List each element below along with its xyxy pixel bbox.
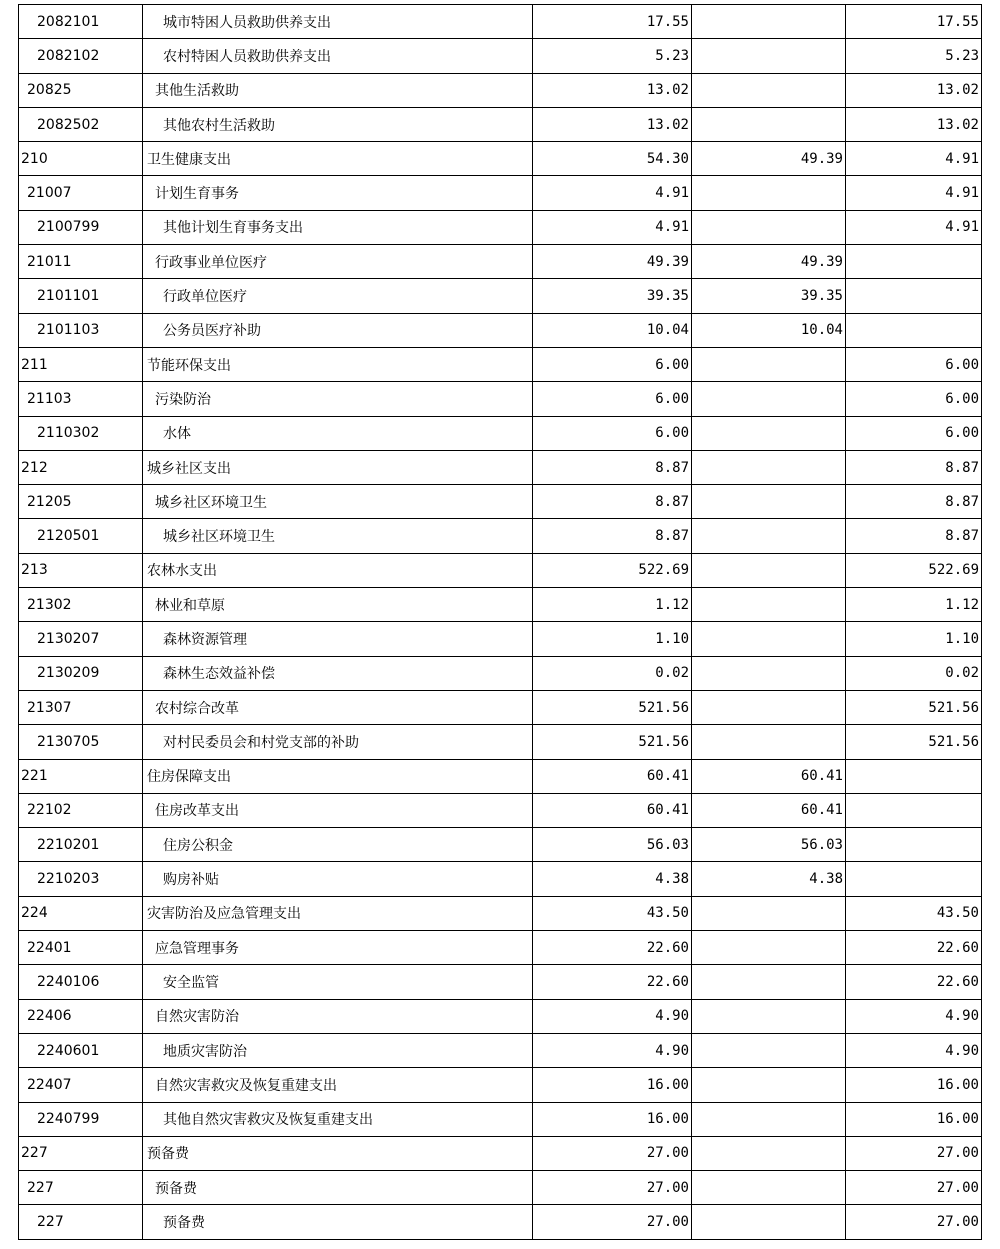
table-row xyxy=(19,588,982,622)
basic-expenditure-cell: 56.03 xyxy=(692,828,846,862)
project-expenditure-cell: 8.87 xyxy=(846,519,982,553)
total-amount-cell: 1.12 xyxy=(533,588,692,622)
project-expenditure-cell xyxy=(846,828,982,862)
project-expenditure-cell: 27.00 xyxy=(846,1171,982,1205)
basic-expenditure-cell xyxy=(692,1171,846,1205)
subject-code-cell: 2101103 xyxy=(19,313,143,347)
basic-expenditure-cell xyxy=(692,519,846,553)
table-row xyxy=(19,622,982,656)
subject-name-cell: 对村民委员会和村党支部的补助 xyxy=(143,725,533,759)
table-row xyxy=(19,793,982,827)
subject-name-cell: 农村特困人员救助供养支出 xyxy=(143,39,533,73)
basic-expenditure-cell xyxy=(692,5,846,39)
table-row xyxy=(19,759,982,793)
total-amount-cell: 6.00 xyxy=(533,382,692,416)
basic-expenditure-cell xyxy=(692,347,846,381)
basic-expenditure-cell xyxy=(692,416,846,450)
table-row xyxy=(19,1068,982,1102)
table-row xyxy=(19,690,982,724)
basic-expenditure-cell xyxy=(692,382,846,416)
project-expenditure-cell: 4.91 xyxy=(846,142,982,176)
table-row xyxy=(19,73,982,107)
project-expenditure-cell: 13.02 xyxy=(846,73,982,107)
table-row xyxy=(19,999,982,1033)
subject-code-cell: 2120501 xyxy=(19,519,143,553)
table-row xyxy=(19,519,982,553)
subject-code-cell: 22401 xyxy=(19,931,143,965)
basic-expenditure-cell: 4.38 xyxy=(692,862,846,896)
basic-expenditure-cell xyxy=(692,553,846,587)
table-row xyxy=(19,5,982,39)
total-amount-cell: 22.60 xyxy=(533,965,692,999)
total-amount-cell: 4.38 xyxy=(533,862,692,896)
project-expenditure-cell: 5.23 xyxy=(846,39,982,73)
subject-code-cell: 224 xyxy=(19,896,143,930)
subject-name-cell: 节能环保支出 xyxy=(143,347,533,381)
subject-code-cell: 2240106 xyxy=(19,965,143,999)
subject-code-cell: 211 xyxy=(19,347,143,381)
project-expenditure-cell xyxy=(846,862,982,896)
total-amount-cell: 22.60 xyxy=(533,931,692,965)
project-expenditure-cell: 22.60 xyxy=(846,931,982,965)
table-row xyxy=(19,896,982,930)
basic-expenditure-cell xyxy=(692,690,846,724)
subject-code-cell: 2082101 xyxy=(19,5,143,39)
table-row xyxy=(19,245,982,279)
subject-code-cell: 22406 xyxy=(19,999,143,1033)
subject-name-cell: 住房改革支出 xyxy=(143,793,533,827)
basic-expenditure-cell: 49.39 xyxy=(692,245,846,279)
subject-code-cell: 2100799 xyxy=(19,210,143,244)
basic-expenditure-cell xyxy=(692,1136,846,1170)
subject-code-cell: 2130705 xyxy=(19,725,143,759)
project-expenditure-cell: 43.50 xyxy=(846,896,982,930)
subject-name-cell: 城市特困人员救助供养支出 xyxy=(143,5,533,39)
subject-name-cell: 城乡社区环境卫生 xyxy=(143,519,533,553)
subject-name-cell: 预备费 xyxy=(143,1171,533,1205)
subject-code-cell: 227 xyxy=(19,1171,143,1205)
total-amount-cell: 4.90 xyxy=(533,999,692,1033)
project-expenditure-cell: 6.00 xyxy=(846,347,982,381)
table-row xyxy=(19,828,982,862)
subject-code-cell: 22407 xyxy=(19,1068,143,1102)
basic-expenditure-cell xyxy=(692,965,846,999)
subject-name-cell: 其他生活救助 xyxy=(143,73,533,107)
project-expenditure-cell: 4.90 xyxy=(846,1033,982,1067)
table-row xyxy=(19,382,982,416)
basic-expenditure-cell xyxy=(692,1205,846,1239)
table-row xyxy=(19,862,982,896)
subject-name-cell: 公务员医疗补助 xyxy=(143,313,533,347)
subject-name-cell: 住房公积金 xyxy=(143,828,533,862)
table-row xyxy=(19,416,982,450)
basic-expenditure-cell xyxy=(692,622,846,656)
table-row xyxy=(19,1205,982,1239)
table-row xyxy=(19,1171,982,1205)
budget-table xyxy=(18,4,982,1240)
basic-expenditure-cell xyxy=(692,73,846,107)
subject-name-cell: 水体 xyxy=(143,416,533,450)
subject-code-cell: 2082102 xyxy=(19,39,143,73)
subject-code-cell: 21103 xyxy=(19,382,143,416)
subject-code-cell: 2110302 xyxy=(19,416,143,450)
subject-name-cell: 卫生健康支出 xyxy=(143,142,533,176)
total-amount-cell: 522.69 xyxy=(533,553,692,587)
basic-expenditure-cell xyxy=(692,1102,846,1136)
subject-name-cell: 林业和草原 xyxy=(143,588,533,622)
project-expenditure-cell xyxy=(846,759,982,793)
subject-name-cell: 地质灾害防治 xyxy=(143,1033,533,1067)
subject-code-cell: 2082502 xyxy=(19,107,143,141)
subject-code-cell: 21307 xyxy=(19,690,143,724)
basic-expenditure-cell: 10.04 xyxy=(692,313,846,347)
table-row xyxy=(19,313,982,347)
total-amount-cell: 13.02 xyxy=(533,73,692,107)
basic-expenditure-cell xyxy=(692,999,846,1033)
total-amount-cell: 8.87 xyxy=(533,485,692,519)
table-row xyxy=(19,1033,982,1067)
table-row xyxy=(19,965,982,999)
subject-name-cell: 计划生育事务 xyxy=(143,176,533,210)
project-expenditure-cell: 6.00 xyxy=(846,382,982,416)
project-expenditure-cell: 1.12 xyxy=(846,588,982,622)
basic-expenditure-cell xyxy=(692,896,846,930)
project-expenditure-cell: 16.00 xyxy=(846,1068,982,1102)
subject-code-cell: 2101101 xyxy=(19,279,143,313)
project-expenditure-cell: 22.60 xyxy=(846,965,982,999)
total-amount-cell: 4.90 xyxy=(533,1033,692,1067)
subject-code-cell: 227 xyxy=(19,1205,143,1239)
project-expenditure-cell xyxy=(846,313,982,347)
subject-name-cell: 城乡社区支出 xyxy=(143,450,533,484)
total-amount-cell: 10.04 xyxy=(533,313,692,347)
table-row xyxy=(19,1102,982,1136)
project-expenditure-cell: 0.02 xyxy=(846,656,982,690)
basic-expenditure-cell xyxy=(692,1033,846,1067)
subject-name-cell: 自然灾害救灾及恢复重建支出 xyxy=(143,1068,533,1102)
total-amount-cell: 521.56 xyxy=(533,725,692,759)
basic-expenditure-cell xyxy=(692,931,846,965)
table-row xyxy=(19,931,982,965)
project-expenditure-cell: 13.02 xyxy=(846,107,982,141)
basic-expenditure-cell xyxy=(692,210,846,244)
total-amount-cell: 8.87 xyxy=(533,519,692,553)
basic-expenditure-cell: 60.41 xyxy=(692,793,846,827)
total-amount-cell: 27.00 xyxy=(533,1171,692,1205)
subject-name-cell: 森林生态效益补偿 xyxy=(143,656,533,690)
basic-expenditure-cell xyxy=(692,656,846,690)
total-amount-cell: 521.56 xyxy=(533,690,692,724)
subject-name-cell: 预备费 xyxy=(143,1136,533,1170)
total-amount-cell: 60.41 xyxy=(533,759,692,793)
subject-code-cell: 227 xyxy=(19,1136,143,1170)
table-row xyxy=(19,39,982,73)
total-amount-cell: 1.10 xyxy=(533,622,692,656)
subject-code-cell: 2240601 xyxy=(19,1033,143,1067)
project-expenditure-cell: 17.55 xyxy=(846,5,982,39)
total-amount-cell: 4.91 xyxy=(533,176,692,210)
basic-expenditure-cell: 39.35 xyxy=(692,279,846,313)
subject-code-cell: 210 xyxy=(19,142,143,176)
project-expenditure-cell xyxy=(846,245,982,279)
table-row xyxy=(19,450,982,484)
basic-expenditure-cell xyxy=(692,450,846,484)
subject-name-cell: 其他自然灾害救灾及恢复重建支出 xyxy=(143,1102,533,1136)
basic-expenditure-cell xyxy=(692,39,846,73)
total-amount-cell: 13.02 xyxy=(533,107,692,141)
project-expenditure-cell: 522.69 xyxy=(846,553,982,587)
basic-expenditure-cell xyxy=(692,725,846,759)
project-expenditure-cell: 4.90 xyxy=(846,999,982,1033)
subject-name-cell: 灾害防治及应急管理支出 xyxy=(143,896,533,930)
subject-name-cell: 其他计划生育事务支出 xyxy=(143,210,533,244)
total-amount-cell: 43.50 xyxy=(533,896,692,930)
subject-name-cell: 行政事业单位医疗 xyxy=(143,245,533,279)
subject-name-cell: 住房保障支出 xyxy=(143,759,533,793)
project-expenditure-cell: 521.56 xyxy=(846,690,982,724)
total-amount-cell: 5.23 xyxy=(533,39,692,73)
subject-code-cell: 221 xyxy=(19,759,143,793)
subject-code-cell: 22102 xyxy=(19,793,143,827)
subject-name-cell: 污染防治 xyxy=(143,382,533,416)
basic-expenditure-cell xyxy=(692,176,846,210)
total-amount-cell: 6.00 xyxy=(533,416,692,450)
total-amount-cell: 49.39 xyxy=(533,245,692,279)
total-amount-cell: 4.91 xyxy=(533,210,692,244)
subject-code-cell: 20825 xyxy=(19,73,143,107)
table-row xyxy=(19,176,982,210)
total-amount-cell: 16.00 xyxy=(533,1102,692,1136)
total-amount-cell: 27.00 xyxy=(533,1136,692,1170)
total-amount-cell: 8.87 xyxy=(533,450,692,484)
project-expenditure-cell: 8.87 xyxy=(846,450,982,484)
table-row xyxy=(19,210,982,244)
subject-code-cell: 213 xyxy=(19,553,143,587)
project-expenditure-cell: 16.00 xyxy=(846,1102,982,1136)
subject-code-cell: 21302 xyxy=(19,588,143,622)
subject-code-cell: 21007 xyxy=(19,176,143,210)
subject-code-cell: 212 xyxy=(19,450,143,484)
total-amount-cell: 54.30 xyxy=(533,142,692,176)
subject-code-cell: 2130207 xyxy=(19,622,143,656)
project-expenditure-cell: 521.56 xyxy=(846,725,982,759)
table-row xyxy=(19,725,982,759)
subject-name-cell: 自然灾害防治 xyxy=(143,999,533,1033)
table-row xyxy=(19,107,982,141)
project-expenditure-cell: 27.00 xyxy=(846,1205,982,1239)
project-expenditure-cell: 6.00 xyxy=(846,416,982,450)
table-row xyxy=(19,142,982,176)
total-amount-cell: 16.00 xyxy=(533,1068,692,1102)
table-row xyxy=(19,485,982,519)
subject-code-cell: 2240799 xyxy=(19,1102,143,1136)
total-amount-cell: 17.55 xyxy=(533,5,692,39)
project-expenditure-cell: 8.87 xyxy=(846,485,982,519)
total-amount-cell: 56.03 xyxy=(533,828,692,862)
project-expenditure-cell xyxy=(846,793,982,827)
project-expenditure-cell: 1.10 xyxy=(846,622,982,656)
subject-code-cell: 21205 xyxy=(19,485,143,519)
table-row xyxy=(19,656,982,690)
subject-code-cell: 2210203 xyxy=(19,862,143,896)
project-expenditure-cell xyxy=(846,279,982,313)
subject-name-cell: 应急管理事务 xyxy=(143,931,533,965)
table-row xyxy=(19,553,982,587)
subject-code-cell: 2210201 xyxy=(19,828,143,862)
basic-expenditure-cell xyxy=(692,588,846,622)
basic-expenditure-cell xyxy=(692,1068,846,1102)
subject-name-cell: 其他农村生活救助 xyxy=(143,107,533,141)
total-amount-cell: 6.00 xyxy=(533,347,692,381)
subject-name-cell: 森林资源管理 xyxy=(143,622,533,656)
total-amount-cell: 60.41 xyxy=(533,793,692,827)
table-row xyxy=(19,1136,982,1170)
subject-code-cell: 21011 xyxy=(19,245,143,279)
subject-name-cell: 购房补贴 xyxy=(143,862,533,896)
total-amount-cell: 39.35 xyxy=(533,279,692,313)
subject-name-cell: 预备费 xyxy=(143,1205,533,1239)
budget-table-body xyxy=(19,5,982,1240)
project-expenditure-cell: 4.91 xyxy=(846,210,982,244)
basic-expenditure-cell xyxy=(692,107,846,141)
total-amount-cell: 0.02 xyxy=(533,656,692,690)
table-row xyxy=(19,279,982,313)
subject-code-cell: 2130209 xyxy=(19,656,143,690)
project-expenditure-cell: 4.91 xyxy=(846,176,982,210)
table-row xyxy=(19,347,982,381)
basic-expenditure-cell xyxy=(692,485,846,519)
subject-name-cell: 安全监管 xyxy=(143,965,533,999)
subject-name-cell: 农村综合改革 xyxy=(143,690,533,724)
subject-name-cell: 农林水支出 xyxy=(143,553,533,587)
subject-name-cell: 城乡社区环境卫生 xyxy=(143,485,533,519)
project-expenditure-cell: 27.00 xyxy=(846,1136,982,1170)
total-amount-cell: 27.00 xyxy=(533,1205,692,1239)
subject-name-cell: 行政单位医疗 xyxy=(143,279,533,313)
basic-expenditure-cell: 60.41 xyxy=(692,759,846,793)
basic-expenditure-cell: 49.39 xyxy=(692,142,846,176)
